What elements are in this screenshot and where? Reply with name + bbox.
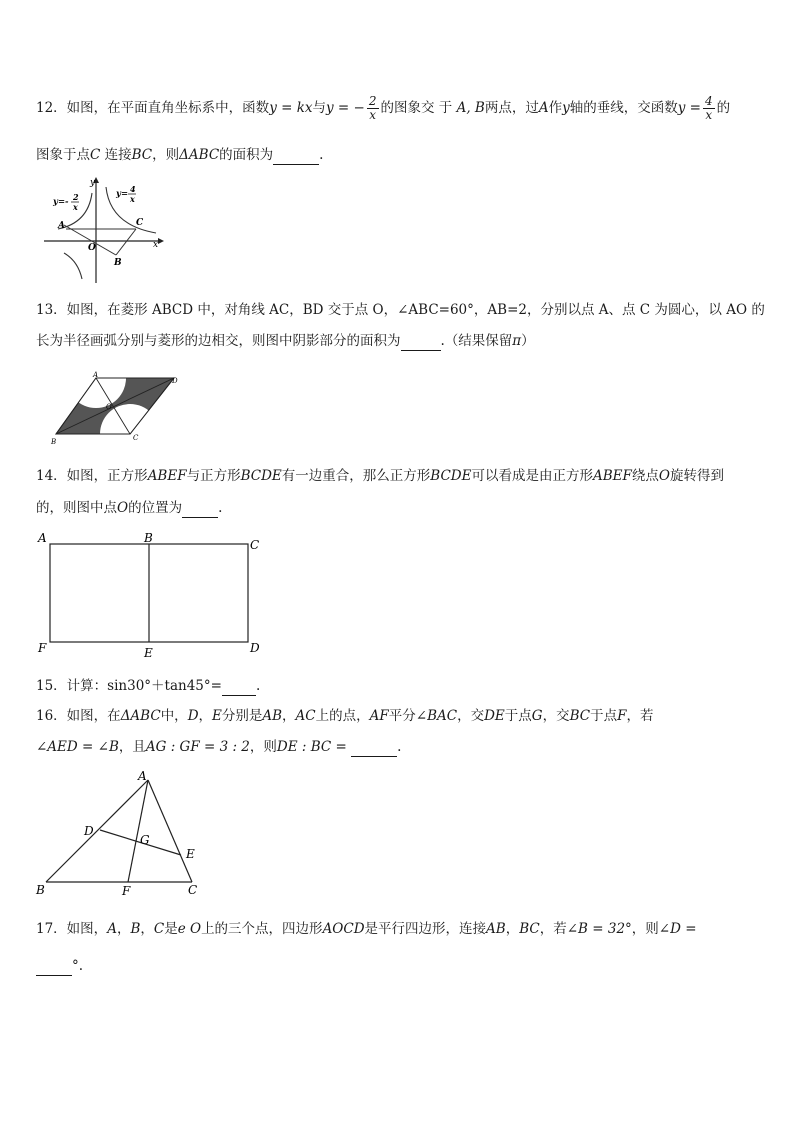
x-axis-arrow (158, 238, 164, 244)
math: A (538, 100, 549, 116)
text: 平分 (388, 708, 416, 724)
text: 的位置为 (128, 500, 183, 516)
fraction-4-over-x (703, 95, 715, 122)
math: y = kx (269, 100, 313, 116)
text: 两点，过 (484, 100, 539, 116)
label-a: A (93, 371, 99, 379)
text: ， (116, 921, 131, 937)
text: .（结果保留 (440, 333, 513, 349)
math: F (617, 708, 627, 724)
text: . (397, 739, 402, 755)
label-y-pos-num: 4 (130, 184, 136, 194)
math: y (562, 100, 570, 116)
math: BC (519, 921, 540, 937)
math: AC (295, 708, 316, 724)
answer-blank (273, 150, 319, 165)
segment-ac (148, 780, 192, 882)
label-b: B (36, 883, 45, 897)
text: ，则 (152, 147, 180, 163)
q12-figure (40, 175, 170, 287)
label-o: O (106, 403, 112, 411)
text: 12．如图，在平面直角坐标系中，函数 (36, 100, 270, 116)
q17-line-1 (36, 919, 697, 939)
math: ∠B = 32° (566, 921, 632, 937)
q15-line (36, 676, 260, 696)
frac-num: 4 (704, 94, 713, 108)
text: ，交 (457, 708, 485, 724)
label-a: A (38, 531, 47, 545)
label-a: A (138, 769, 147, 783)
math: D (187, 708, 199, 724)
text: 有一边重合，那么正方形 (281, 468, 431, 484)
answer-blank (351, 742, 397, 757)
q14-line-1 (36, 466, 724, 486)
text: 连接 (104, 147, 132, 163)
text: ，若 (539, 921, 567, 937)
text: 于点 (504, 708, 532, 724)
q12-line-2 (36, 145, 323, 165)
math: e O (177, 921, 202, 937)
answer-blank (36, 961, 72, 976)
text: °. (72, 958, 84, 974)
q13-line-2 (36, 331, 535, 351)
label-f: F (38, 641, 47, 655)
frac-den: x (705, 108, 713, 122)
text: 17．如图， (36, 921, 108, 937)
answer-blank (182, 503, 218, 518)
math: BC (131, 147, 153, 163)
label-a: A (58, 221, 65, 231)
label-c: C (133, 434, 139, 442)
math: O (658, 468, 670, 484)
text: ，则 (249, 739, 277, 755)
q17-line-2 (36, 956, 83, 976)
text: 与正方形 (186, 468, 241, 484)
text: 13．如图，在菱形 ABCD 中，对角线 AC，BD 交于点 O，∠ABC=60°，AB=2，分别以点 A、点 C 为圆心，以 AO 的 (36, 302, 765, 318)
label-f: F (122, 884, 131, 898)
text: 是平行四边形，连接 (364, 921, 487, 937)
label-y: y (90, 178, 96, 188)
label-b: B (114, 258, 122, 268)
q16-line-2 (36, 737, 401, 757)
text: 可以看成是由正方形 (471, 468, 593, 484)
label-y-neg: y=- (53, 197, 69, 207)
label-o: O (88, 243, 96, 253)
text: ，则 (631, 921, 659, 937)
segment-af (128, 780, 148, 882)
text: ，若 (626, 708, 654, 724)
q13-line-1 (36, 300, 765, 320)
math: AOCD (322, 921, 365, 937)
math: AG : GF = 3 : 2 (145, 739, 250, 755)
math: C (153, 921, 165, 937)
text: 的图象交 于 (380, 100, 453, 116)
label-g: G (140, 833, 150, 847)
text: 绕点 (631, 468, 659, 484)
label-x: x (153, 240, 159, 250)
math: G (531, 708, 543, 724)
frac-den: x (369, 108, 377, 122)
frac-num: 2 (368, 94, 377, 108)
label-c: C (136, 218, 144, 228)
text: 与 (312, 100, 327, 116)
math: ∠D = (658, 921, 697, 937)
math: π (512, 333, 522, 349)
label-b: B (51, 438, 57, 446)
math: y = (677, 100, 701, 116)
math: BCDE (430, 468, 472, 484)
answer-blank (401, 336, 441, 351)
math: C (90, 147, 101, 163)
answer-blank (222, 681, 256, 696)
label-y-pos-den: x (130, 194, 135, 204)
math: BC (569, 708, 591, 724)
text: 中， (160, 708, 188, 724)
fraction-2-over-x (367, 95, 379, 122)
math: A (107, 921, 117, 937)
q14-figure (36, 530, 268, 660)
label-e: E (186, 847, 195, 861)
label-c: C (188, 883, 198, 897)
text: 图象于点 (36, 147, 90, 163)
label-d: D (250, 641, 260, 655)
text: 轴的垂线，交函数 (569, 100, 678, 116)
text: . (218, 500, 223, 516)
text: . (319, 147, 324, 163)
text: 旋转得到 (669, 468, 724, 484)
text: 是 (164, 921, 178, 937)
math: ∠BAC (415, 708, 458, 724)
text: 的 (716, 100, 731, 116)
math: ΔABC (179, 147, 220, 163)
text: . (255, 678, 261, 694)
text: 于点 (590, 708, 618, 724)
label-b: B (144, 531, 153, 545)
math: A, B (456, 100, 485, 116)
label-d: D (84, 824, 94, 838)
label-y-pos: y= (116, 189, 129, 199)
math: DE (484, 708, 505, 724)
text: ， (140, 921, 154, 937)
text: 14．如图，正方形 (36, 468, 148, 484)
text: 作 (548, 100, 563, 116)
text: ， (198, 708, 213, 724)
label-y-neg-num: 2 (73, 192, 79, 202)
q14-line-2 (36, 498, 222, 518)
math: ABEF (592, 468, 632, 484)
text: 长为半径画弧分别与菱形的边相交，则图中阴影部分的面积为 (36, 333, 401, 349)
text: 15．计算：sin30°＋tan45°= (36, 678, 222, 694)
segment-ab (46, 780, 148, 882)
segment-bc (116, 229, 136, 255)
math: ∠AED = ∠B (36, 739, 119, 755)
text: ） (521, 333, 535, 349)
math: AB (262, 708, 283, 724)
text: 分别是 (221, 708, 263, 724)
label-e: E (144, 646, 153, 660)
label-c: C (250, 538, 260, 552)
math: ΔABC (120, 708, 161, 724)
q13-figure (50, 372, 190, 450)
label-y-neg-den: x (73, 202, 78, 212)
q16-line-1 (36, 706, 653, 726)
label-d: D (172, 377, 178, 385)
text: ，且 (118, 739, 146, 755)
math: y = − (326, 100, 365, 116)
q16-figure (36, 768, 216, 898)
math: AF (369, 708, 389, 724)
math: ABEF (147, 468, 187, 484)
math: E (212, 708, 222, 724)
curve-neg-lower (64, 253, 82, 279)
text: 上的点， (315, 708, 370, 724)
math: AB (486, 921, 506, 937)
q12-line-1 (36, 95, 730, 122)
math: BCDE (240, 468, 282, 484)
math: B (130, 921, 141, 937)
text: ， (505, 921, 520, 937)
text: 上的三个点，四边形 (201, 921, 323, 937)
text: 的，则图中点 (36, 500, 117, 516)
text: ， (282, 708, 296, 724)
math: O (117, 500, 129, 516)
text: 16．如图，在 (36, 708, 121, 724)
text: 的面积为 (219, 147, 274, 163)
text: ，交 (542, 708, 570, 724)
math: DE : BC = (276, 739, 347, 755)
